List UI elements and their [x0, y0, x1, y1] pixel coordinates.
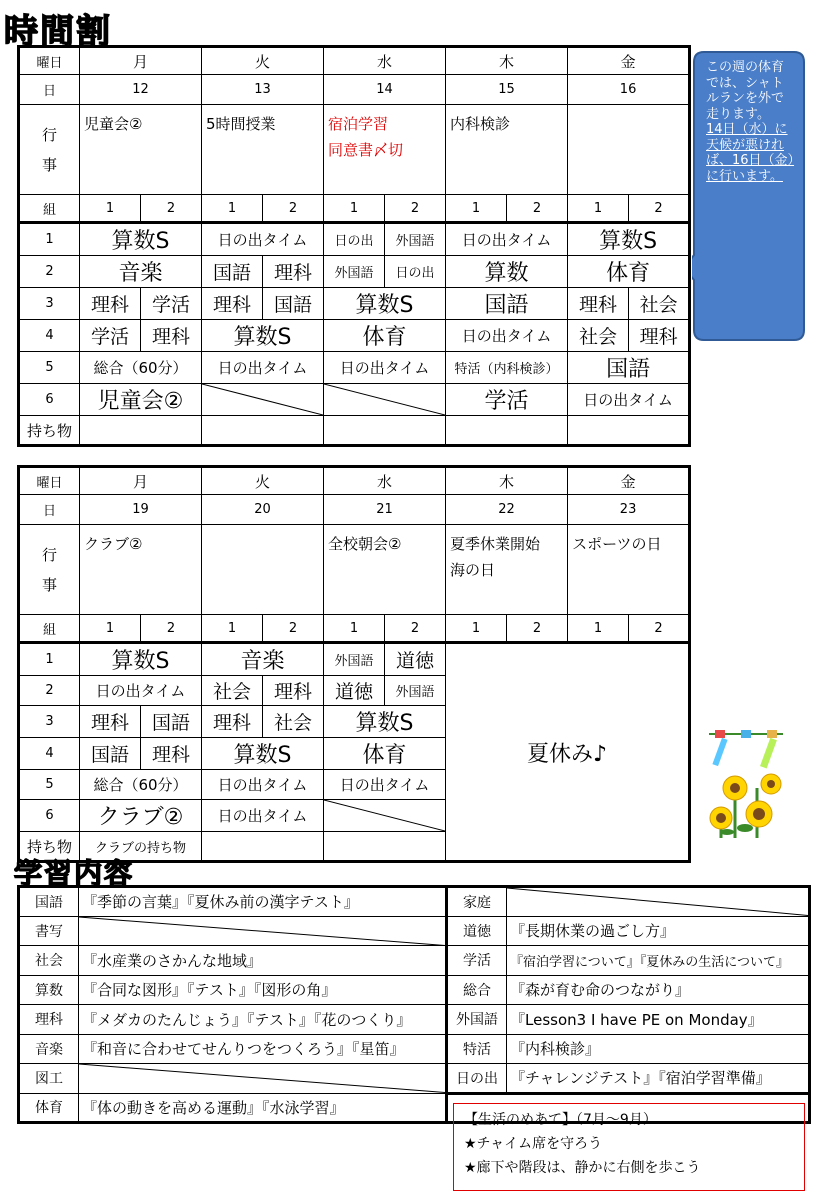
weekday-mon: 月 [80, 467, 202, 495]
subject-name: 理科 [19, 1005, 79, 1035]
lesson-cell: 音楽 [202, 643, 324, 676]
lesson-cell: 算数S [568, 223, 690, 256]
lesson-cell: 日の出 [385, 256, 446, 288]
label-gyouji: 行 事 [19, 525, 80, 615]
lesson-cell: 日の出タイム [202, 352, 324, 384]
date-mon: 19 [80, 495, 202, 525]
class-num: 2 [263, 615, 324, 643]
lesson-cell: 外国語 [324, 643, 385, 676]
event-wed: 宿泊学習 同意書〆切 [324, 105, 446, 195]
label-kumi: 組 [19, 195, 80, 223]
date-tue: 20 [202, 495, 324, 525]
subject-name: 学活 [447, 946, 507, 976]
goal-item: ★チャイム席を守ろう [464, 1136, 603, 1152]
period-label: 3 [19, 706, 80, 738]
lesson-cell: 外国語 [324, 256, 385, 288]
subject-name: 音楽 [19, 1034, 79, 1064]
lesson-cell: 日の出タイム [202, 223, 324, 256]
label-hi: 日 [19, 495, 80, 525]
lesson-cell: 社会 [568, 320, 629, 352]
lesson-cell: 外国語 [385, 223, 446, 256]
empty-slash-cell [324, 384, 446, 416]
weekday-thu: 木 [446, 467, 568, 495]
lesson-cell: 理科 [80, 288, 141, 320]
mochimono-mon: クラブの持ち物 [80, 832, 202, 862]
subject-value-empty [507, 887, 810, 917]
callout-line1: この週の体育では、シャトルランを外で走ります。 [706, 60, 785, 122]
subject-name: 算数 [19, 975, 79, 1005]
study-title: 学習内容 [14, 857, 135, 890]
timetable-week2 [17, 465, 691, 863]
class-num: 2 [507, 615, 568, 643]
lesson-cell: 日の出タイム [202, 800, 324, 832]
lesson-cell: 理科 [202, 706, 263, 738]
subject-name: 日の出 [447, 1064, 507, 1094]
subject-value: 『Lesson3 I have PE on Monday』 [507, 1005, 810, 1035]
lesson-cell: 日の出タイム [80, 676, 202, 706]
weekday-wed: 水 [324, 467, 446, 495]
subject-name: 家庭 [447, 887, 507, 917]
weekday-mon: 月 [80, 47, 202, 75]
lesson-cell: 道徳 [385, 643, 446, 676]
subject-value: 『長期休業の過ごし方』 [507, 916, 810, 946]
label-youbi: 曜日 [19, 47, 80, 75]
subject-value: 『宿泊学習について』『夏休みの生活について』 [507, 946, 810, 976]
subject-value: 『水産業のさかんな地域』 [79, 946, 447, 976]
subject-value: 『和音に合わせてせんりつをつくろう』『星笛』 [79, 1034, 447, 1064]
lesson-cell: 総合（60分） [80, 352, 202, 384]
lesson-cell: 日の出 [324, 223, 385, 256]
lesson-cell: 算数S [324, 706, 446, 738]
summer-vacation: 夏休み♪ [446, 643, 690, 862]
label-kumi: 組 [19, 615, 80, 643]
class-num: 2 [141, 195, 202, 223]
lesson-cell: 算数S [324, 288, 446, 320]
class-num: 2 [629, 195, 690, 223]
period-label: 6 [19, 384, 80, 416]
lesson-cell: 国語 [568, 352, 690, 384]
period-label: 3 [19, 288, 80, 320]
subjects-table [17, 885, 811, 1124]
lesson-cell: 日の出タイム [568, 384, 690, 416]
lesson-cell: 算数 [446, 256, 568, 288]
class-num: 2 [385, 615, 446, 643]
lesson-cell: 理科 [80, 706, 141, 738]
timetable-week1 [17, 45, 691, 447]
subject-name: 社会 [19, 946, 79, 976]
lesson-cell: 理科 [202, 288, 263, 320]
class-num: 2 [385, 195, 446, 223]
lesson-cell: 日の出タイム [446, 223, 568, 256]
callout-line2: 14日（水）に天候が悪ければ、16日（金）に行います。 [706, 122, 795, 184]
lesson-cell: 体育 [568, 256, 690, 288]
subject-value: 『森が育む命のつながり』 [507, 975, 810, 1005]
event-wed: 全校朝会② [324, 525, 446, 615]
date-mon: 12 [80, 75, 202, 105]
date-fri: 23 [568, 495, 690, 525]
event-fri: スポーツの日 [568, 525, 690, 615]
subject-name: 特活 [447, 1034, 507, 1064]
subject-value: 『体の動きを高める運動』『水泳学習』 [79, 1093, 447, 1123]
lesson-cell: 学活 [141, 288, 202, 320]
lesson-cell: 日の出タイム [446, 320, 568, 352]
callout-note [692, 50, 806, 342]
lesson-cell: 国語 [141, 706, 202, 738]
event-tue: 5時間授業 [202, 105, 324, 195]
weekday-tue: 火 [202, 47, 324, 75]
date-wed: 14 [324, 75, 446, 105]
class-num: 2 [263, 195, 324, 223]
event-tue [202, 525, 324, 615]
subject-name: 総合 [447, 975, 507, 1005]
event-mon: クラブ② [80, 525, 202, 615]
lesson-cell: 体育 [324, 320, 446, 352]
lesson-cell: 算数S [202, 320, 324, 352]
weekday-fri: 金 [568, 47, 690, 75]
life-goal-box [453, 1103, 805, 1191]
period-label: 1 [19, 223, 80, 256]
date-tue: 13 [202, 75, 324, 105]
period-label: 4 [19, 738, 80, 770]
label-youbi: 曜日 [19, 467, 80, 495]
period-label: 2 [19, 676, 80, 706]
lesson-cell: 国語 [202, 256, 263, 288]
period-label: 4 [19, 320, 80, 352]
class-num: 1 [80, 195, 141, 223]
period-label: 6 [19, 800, 80, 832]
lesson-cell: 理科 [263, 256, 324, 288]
subject-name: 書写 [19, 916, 79, 946]
lesson-cell: 国語 [80, 738, 141, 770]
label-hi: 日 [19, 75, 80, 105]
goal-item: ★廊下や階段は、静かに右側を歩こう [464, 1160, 701, 1176]
weekday-thu: 木 [446, 47, 568, 75]
lesson-cell: 音楽 [80, 256, 202, 288]
date-thu: 22 [446, 495, 568, 525]
subject-name: 国語 [19, 887, 79, 917]
lesson-cell: 社会 [202, 676, 263, 706]
weekday-wed: 水 [324, 47, 446, 75]
subject-value-empty [79, 916, 447, 946]
class-num: 1 [80, 615, 141, 643]
lesson-cell: 国語 [446, 288, 568, 320]
date-fri: 16 [568, 75, 690, 105]
subject-name: 外国語 [447, 1005, 507, 1035]
class-num: 1 [568, 195, 629, 223]
goal-title: 【生活のめあて】（7月～9月） [464, 1112, 657, 1128]
lesson-cell: 国語 [263, 288, 324, 320]
lesson-cell: 総合（60分） [80, 770, 202, 800]
lesson-cell: 社会 [263, 706, 324, 738]
lesson-cell: 児童会② [80, 384, 202, 416]
period-label: 1 [19, 643, 80, 676]
lesson-cell: 特活（内科検診） [446, 352, 568, 384]
sunflower-tanabata-icon [705, 728, 787, 840]
lesson-cell: 理科 [141, 738, 202, 770]
label-gyouji: 行 事 [19, 105, 80, 195]
lesson-cell: 理科 [568, 288, 629, 320]
period-label: 5 [19, 352, 80, 384]
weekday-fri: 金 [568, 467, 690, 495]
class-num: 1 [324, 615, 385, 643]
weekday-tue: 火 [202, 467, 324, 495]
lesson-cell: 外国語 [385, 676, 446, 706]
subject-value: 『合同な図形』『テスト』『図形の角』 [79, 975, 447, 1005]
lesson-cell: 社会 [629, 288, 690, 320]
subject-value: 『メダカのたんじょう』『テスト』『花のつくり』 [79, 1005, 447, 1035]
event-thu: 内科検診 [446, 105, 568, 195]
lesson-cell: 学活 [80, 320, 141, 352]
subject-value: 『チャレンジテスト』『宿泊学習準備』 [507, 1064, 810, 1094]
lesson-cell: 理科 [141, 320, 202, 352]
lesson-cell: クラブ② [80, 800, 202, 832]
lesson-cell: 理科 [263, 676, 324, 706]
class-num: 1 [202, 615, 263, 643]
class-num: 1 [446, 195, 507, 223]
lesson-cell: 算数S [202, 738, 324, 770]
subject-value-empty [79, 1064, 447, 1094]
lesson-cell: 学活 [446, 384, 568, 416]
class-num: 1 [446, 615, 507, 643]
label-mochimono: 持ち物 [19, 832, 80, 862]
date-wed: 21 [324, 495, 446, 525]
lesson-cell: 日の出タイム [324, 770, 446, 800]
empty-slash-cell [324, 800, 446, 832]
period-label: 5 [19, 770, 80, 800]
class-num: 1 [324, 195, 385, 223]
subject-name: 道徳 [447, 916, 507, 946]
lesson-cell: 算数S [80, 223, 202, 256]
date-thu: 15 [446, 75, 568, 105]
class-num: 1 [202, 195, 263, 223]
lesson-cell: 日の出タイム [324, 352, 446, 384]
subject-name: 体育 [19, 1093, 79, 1123]
empty-slash-cell [202, 384, 324, 416]
lesson-cell: 体育 [324, 738, 446, 770]
lesson-cell: 道徳 [324, 676, 385, 706]
subject-value: 『季節の言葉』『夏休み前の漢字テスト』 [79, 887, 447, 917]
class-num: 2 [141, 615, 202, 643]
schedule-title: 時間割 [4, 12, 112, 52]
event-fri [568, 105, 690, 195]
subject-value: 『内科検診』 [507, 1034, 810, 1064]
label-mochimono: 持ち物 [19, 416, 80, 446]
class-num: 2 [629, 615, 690, 643]
class-num: 1 [568, 615, 629, 643]
period-label: 2 [19, 256, 80, 288]
class-num: 2 [507, 195, 568, 223]
lesson-cell: 理科 [629, 320, 690, 352]
event-thu: 夏季休業開始 海の日 [446, 525, 568, 615]
lesson-cell: 算数S [80, 643, 202, 676]
subject-name: 図工 [19, 1064, 79, 1094]
event-mon: 児童会② [80, 105, 202, 195]
lesson-cell: 日の出タイム [202, 770, 324, 800]
